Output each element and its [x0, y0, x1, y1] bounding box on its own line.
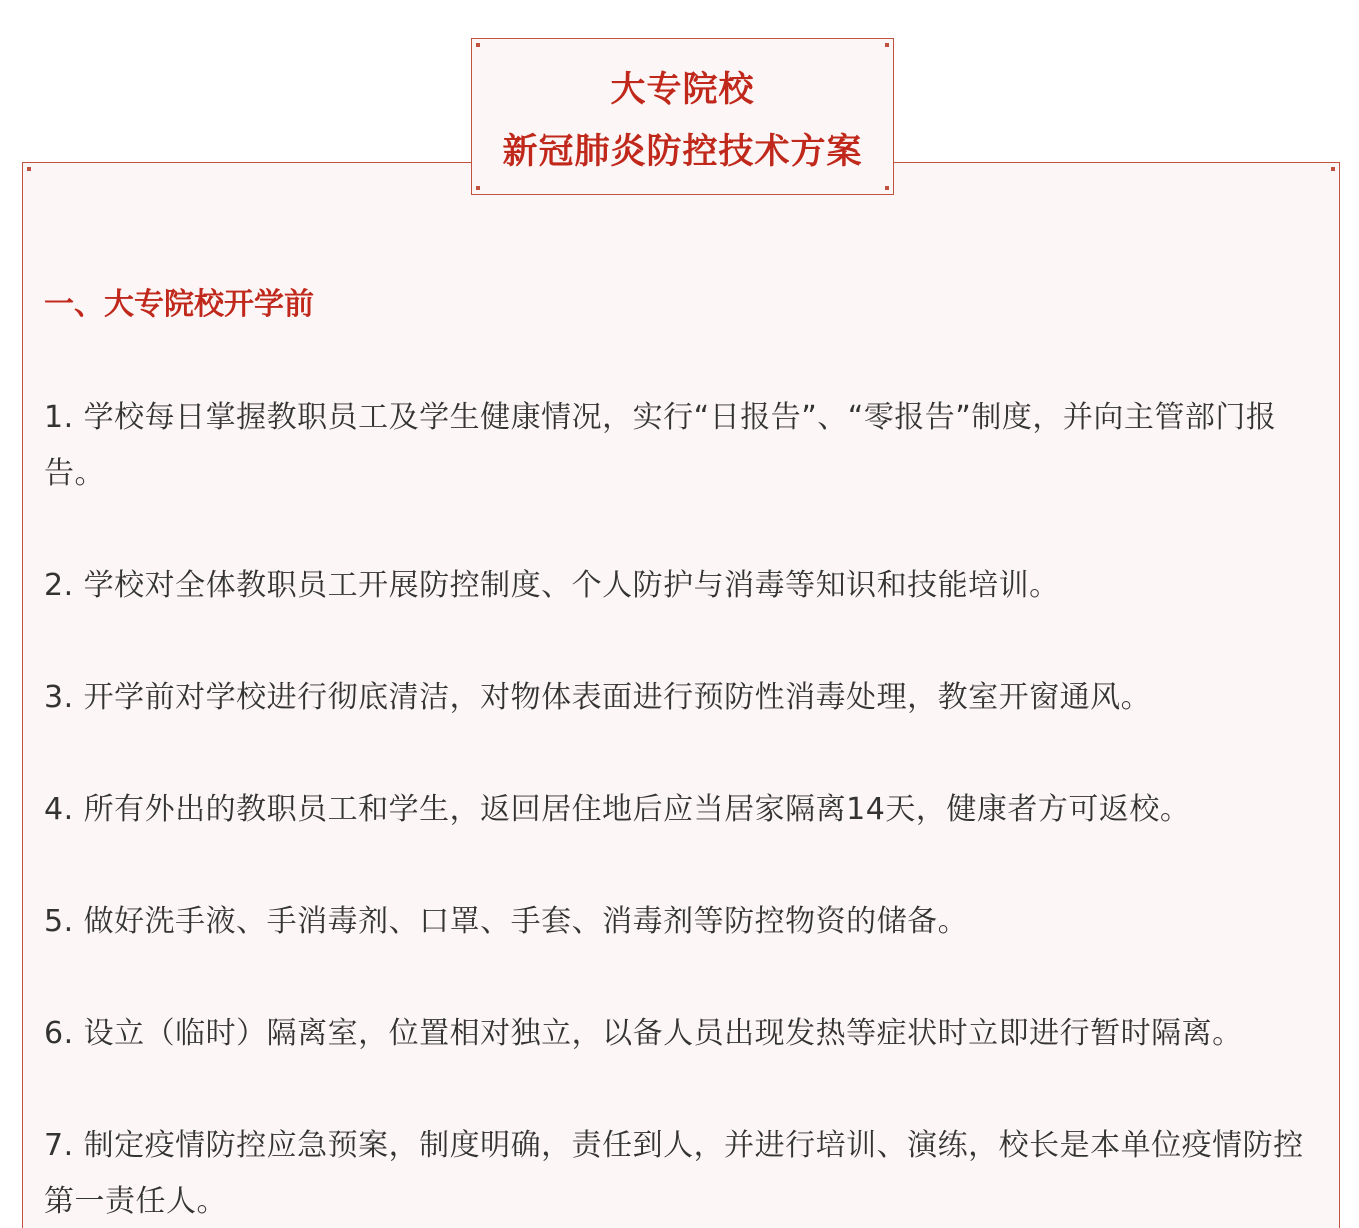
- corner-dot-bottom-right: [885, 186, 889, 190]
- corner-dot-top-left: [476, 43, 480, 47]
- list-item-6: 6. 设立（临时）隔离室，位置相对独立，以备人员出现发热等症状时立即进行暂时隔离。: [44, 1016, 1243, 1051]
- list-item-4: 4. 所有外出的教职员工和学生，返回居住地后应当居家隔离14天，健康者方可返校。: [44, 792, 1191, 827]
- list-item-2: 2. 学校对全体教职员工开展防控制度、个人防护与消毒等知识和技能培训。: [44, 568, 1060, 603]
- title-panel: [471, 38, 894, 195]
- list-item-5: 5. 做好洗手液、手消毒剂、口罩、手套、消毒剂等防控物资的储备。: [44, 904, 969, 939]
- item-list: [44, 390, 1334, 1228]
- title-line-1: 大专院校: [610, 70, 755, 110]
- list-item-3: 3. 开学前对学校进行彻底清洁，对物体表面进行预防性消毒处理，教室开窗通风。: [44, 680, 1152, 715]
- title-line-2: 新冠肺炎防控技术方案: [502, 132, 863, 172]
- corner-dot-top-left: [27, 167, 31, 171]
- list-item-7: 7. 制定疫情防控应急预案，制度明确，责任到人，并进行培训、演练，校长是本单位疫情防控第一责任人。: [44, 1128, 1304, 1219]
- corner-dot-top-right: [885, 43, 889, 47]
- section-heading: 一、大专院校开学前: [44, 287, 314, 322]
- corner-dot-top-right: [1331, 167, 1335, 171]
- corner-dot-bottom-left: [476, 186, 480, 190]
- list-item-1: 1. 学校每日掌握教职员工及学生健康情况，实行“日报告”、“零报告”制度，并向主管部门报告。: [44, 400, 1277, 491]
